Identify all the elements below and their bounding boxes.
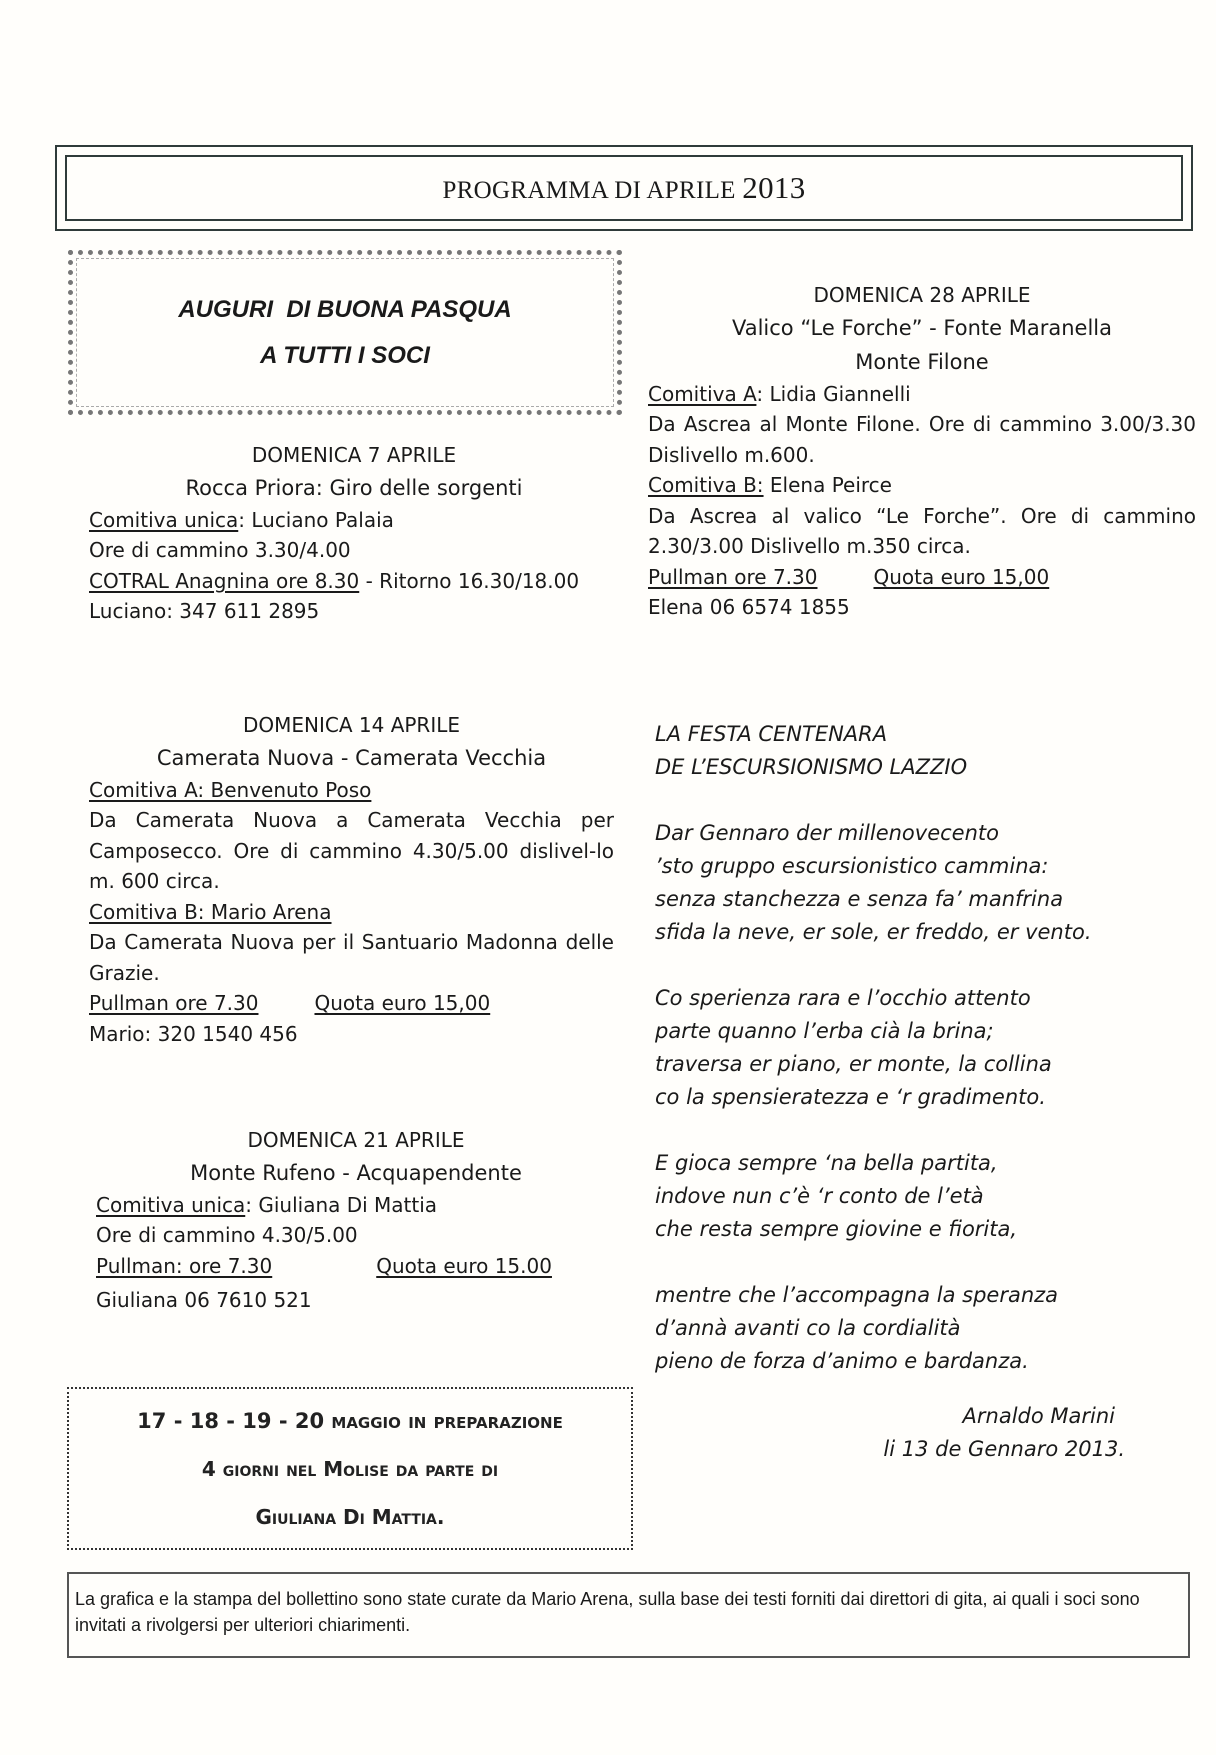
may-trip-notice-box <box>67 1387 633 1550</box>
poem-line: co la spensieratezza e ‘r gradimento. <box>655 1085 1046 1109</box>
poem-stanza-1 <box>655 817 1195 949</box>
group-a-leader: : Lidia Giannelli <box>756 381 911 406</box>
event-group <box>89 505 619 536</box>
event-group-b: Comitiva B: Mario Arena <box>89 899 332 924</box>
easter-greeting-line-1: AUGURI DI BUONA PASQUA <box>178 295 512 323</box>
header-inner-frame <box>65 155 1183 221</box>
event-april-28 <box>648 280 1196 623</box>
event-bus: Pullman ore 7.30 <box>648 564 818 589</box>
group-b-description: Da Camerata Nuova per il Santuario Madonna delle Grazie. <box>89 930 614 985</box>
poem-line: traversa er piano, er monte, la collina <box>655 1052 1052 1076</box>
may-trip-line-3: Giuliana Di Mattia. <box>255 1504 445 1529</box>
event-heading: DOMENICA 21 APRILE <box>247 1128 465 1152</box>
event-april-7 <box>89 440 619 627</box>
group-a-description: Da Camerata Nuova a Camerata Vecchia per Camposecco. Ore di cammino 4.30/5.00 dislivel-lo m. 600 circa. <box>89 808 614 893</box>
event-group <box>96 1190 616 1221</box>
footer-credits-box <box>67 1572 1190 1658</box>
event-april-14 <box>89 710 614 1049</box>
event-group-a <box>648 379 1196 410</box>
easter-greeting-line-2: A TUTTI I SOCI <box>260 341 430 369</box>
event-fee: Quota euro 15,00 <box>873 564 1050 589</box>
event-place: Monte Rufeno - Acquapendente <box>190 1160 522 1185</box>
event-april-21 <box>96 1125 616 1316</box>
event-heading: DOMENICA 7 APRILE <box>251 443 457 467</box>
event-group-a: Comitiva A: Benvenuto Poso <box>89 777 372 802</box>
poem-title <box>655 718 1195 784</box>
group-label: Comitiva unica <box>96 1192 246 1217</box>
event-contact: Luciano: 347 611 2895 <box>89 599 320 623</box>
event-transport-line <box>89 566 619 597</box>
group-b-description: Da Ascrea al valico “Le Forche”. Ore di cammino 2.30/3.00 Dislivello m.350 circa. <box>648 503 1196 558</box>
poem-stanza-2 <box>655 982 1195 1114</box>
poem-line: ’sto gruppo escursionistico cammina: <box>655 854 1049 878</box>
poem-stanza-3 <box>655 1147 1195 1246</box>
footer-credits-text: La grafica e la stampa del bollettino sono state curate da Mario Arena, sulla base dei testi forniti dai direttori di gita, ai quali i soci sono invitati a rivolgersi per ulteriori chiarimenti. <box>75 1589 1140 1635</box>
event-bus-fee <box>648 562 1196 593</box>
poem-line: pieno de forza d’animo e bardanza. <box>655 1349 1029 1373</box>
event-contact: Elena 06 6574 1855 <box>648 595 850 619</box>
may-trip-line-2: 4 giorni nel Molise da parte di <box>201 1456 499 1481</box>
poem-title-line-1: LA FESTA CENTENARA <box>655 722 888 746</box>
event-group-b <box>648 470 1196 501</box>
easter-greeting-box <box>68 250 622 415</box>
event-bus-fee <box>96 1251 616 1282</box>
event-hours: Ore di cammino 3.30/4.00 <box>89 538 351 562</box>
group-a-description: Da Ascrea al Monte Filone. Ore di cammino 3.00/3.30 Dislivello m.600. <box>648 412 1196 467</box>
page-title <box>442 170 805 206</box>
poem-line: indove nun c’è ‘r conto de l’età <box>655 1184 984 1208</box>
event-place-line-2: Monte Filone <box>855 349 989 374</box>
group-leader: : Luciano Palaia <box>238 507 394 532</box>
group-b-label: Comitiva B: <box>648 473 764 497</box>
event-heading: DOMENICA 14 APRILE <box>242 713 461 737</box>
event-place-line-1: Valico “Le Forche” - Fonte Maranella <box>731 315 1112 340</box>
group-b-leader: Elena Peirce <box>763 473 892 497</box>
poem-author: Arnaldo Marini <box>962 1404 1115 1428</box>
poem-line: Co sperienza rara e l’occhio attento <box>655 986 1031 1010</box>
poem-line: che resta sempre giovine e fiorita, <box>655 1217 1018 1241</box>
poem-stanza-4 <box>655 1279 1195 1378</box>
header-frame <box>55 145 1193 231</box>
event-hours: Ore di cammino 4.30/5.00 <box>96 1223 358 1247</box>
event-bus-fee <box>89 988 614 1019</box>
poem-line: mentre che l’accompagna la speranza <box>655 1283 1059 1307</box>
poem-line: E gioca sempre ‘na bella partita, <box>655 1151 998 1175</box>
event-bus: Pullman: ore 7.30 <box>96 1253 273 1278</box>
event-place: Rocca Priora: Giro delle sorgenti <box>185 475 523 500</box>
event-fee: Quota euro 15.00 <box>376 1253 552 1278</box>
poem-line: parte quanno l’erba cià la brina; <box>655 1019 994 1043</box>
page-title-year: 2013 <box>742 170 806 205</box>
event-transport: COTRAL Anagnina ore 8.30 <box>89 568 360 593</box>
poem <box>655 718 1195 1466</box>
poem-title-line-2: DE L’ESCURSIONISMO LAZZIO <box>655 755 968 779</box>
event-place: Camerata Nuova - Camerata Vecchia <box>156 745 547 770</box>
poem-line: sfida la neve, er sole, er freddo, er vento. <box>655 920 1092 944</box>
may-trip-line-1: 17 - 18 - 19 - 20 maggio in preparazione <box>137 1408 563 1433</box>
group-a-label: Comitiva A <box>648 381 757 406</box>
event-fee: Quota euro 15,00 <box>314 991 491 1015</box>
event-contact: Giuliana 06 7610 521 <box>96 1288 312 1312</box>
poem-line: senza stanchezza e senza fa’ manfrina <box>655 887 1064 911</box>
poem-line: Dar Gennaro der millenovecento <box>655 821 999 845</box>
group-leader: : Giuliana Di Mattia <box>245 1192 438 1217</box>
poem-date: li 13 de Gennaro 2013. <box>883 1437 1125 1461</box>
page-title-text: PROGRAMMA DI APRILE <box>442 177 743 204</box>
event-return: - Ritorno 16.30/18.00 <box>359 568 580 593</box>
event-contact: Mario: 320 1540 456 <box>89 1021 298 1046</box>
event-bus: Pullman ore 7.30 <box>89 991 259 1015</box>
group-label: Comitiva unica <box>89 507 239 532</box>
event-heading: DOMENICA 28 APRILE <box>813 283 1031 307</box>
poem-line: d’annà avanti co la cordialità <box>655 1316 961 1340</box>
